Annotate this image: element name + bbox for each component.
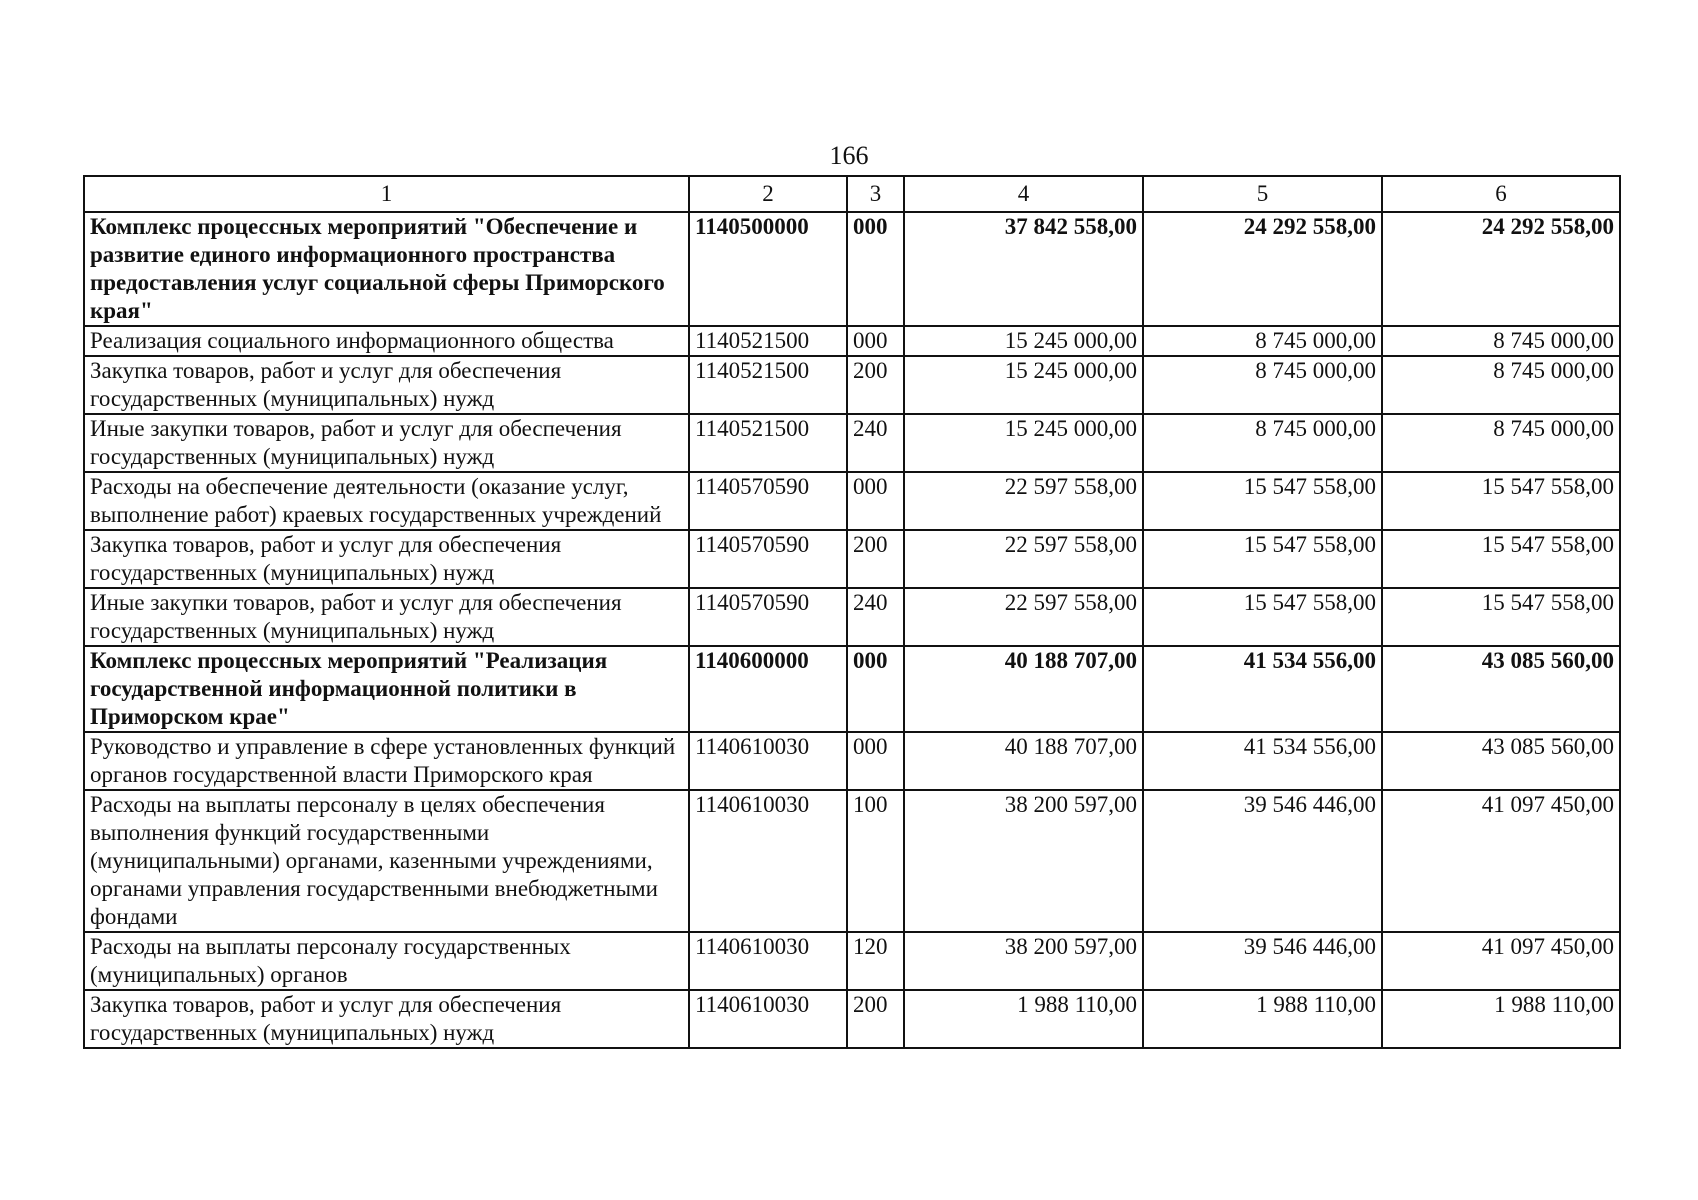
table-row <box>84 732 1620 790</box>
row-code-cell: 1140570590 <box>689 472 847 530</box>
row-name-cell: Реализация социального информационного общества <box>84 326 689 356</box>
row-name-cell: Комплекс процессных мероприятий "Реализация государственной информационной политики в Приморском крае" <box>84 646 689 732</box>
budget-table <box>83 175 1621 1049</box>
row-expense-kind-cell: 000 <box>847 326 904 356</box>
row-name-cell: Расходы на обеспечение деятельности (оказание услуг, выполнение работ) краевых государственных учреждений <box>84 472 689 530</box>
row-name-cell: Закупка товаров, работ и услуг для обеспечения государственных (муниципальных) нужд <box>84 356 689 414</box>
row-value-col5-cell: 15 547 558,00 <box>1143 530 1382 588</box>
row-value-col5-cell: 1 988 110,00 <box>1143 990 1382 1048</box>
row-name-cell: Закупка товаров, работ и услуг для обеспечения государственных (муниципальных) нужд <box>84 530 689 588</box>
row-name-cell: Иные закупки товаров, работ и услуг для обеспечения государственных (муниципальных) нужд <box>84 588 689 646</box>
row-value-col4-cell: 15 245 000,00 <box>904 356 1143 414</box>
row-value-col6-cell: 15 547 558,00 <box>1382 530 1620 588</box>
row-name-cell: Расходы на выплаты персоналу в целях обеспечения выполнения функций государственными (муниципальными) органами, казенными учреждениями, органами управления государственными внебюджетными фондами <box>84 790 689 932</box>
row-value-col4-cell: 38 200 597,00 <box>904 932 1143 990</box>
row-value-col5-cell: 24 292 558,00 <box>1143 212 1382 326</box>
row-value-col4-cell: 15 245 000,00 <box>904 326 1143 356</box>
row-expense-kind-cell: 200 <box>847 530 904 588</box>
row-code-cell: 1140521500 <box>689 414 847 472</box>
row-value-col4-cell: 22 597 558,00 <box>904 472 1143 530</box>
table-row-section <box>84 212 1620 326</box>
table-row <box>84 326 1620 356</box>
row-expense-kind-cell: 000 <box>847 732 904 790</box>
row-code-cell: 1140610030 <box>689 990 847 1048</box>
column-header: 2 <box>689 176 847 212</box>
row-value-col6-cell: 8 745 000,00 <box>1382 356 1620 414</box>
table-row <box>84 990 1620 1048</box>
row-value-col6-cell: 41 097 450,00 <box>1382 790 1620 932</box>
row-value-col5-cell: 39 546 446,00 <box>1143 790 1382 932</box>
row-value-col5-cell: 15 547 558,00 <box>1143 588 1382 646</box>
row-expense-kind-cell: 100 <box>847 790 904 932</box>
row-value-col4-cell: 40 188 707,00 <box>904 732 1143 790</box>
row-code-cell: 1140610030 <box>689 932 847 990</box>
row-value-col6-cell: 15 547 558,00 <box>1382 472 1620 530</box>
row-expense-kind-cell: 120 <box>847 932 904 990</box>
row-value-col6-cell: 8 745 000,00 <box>1382 414 1620 472</box>
table-row <box>84 932 1620 990</box>
column-header: 4 <box>904 176 1143 212</box>
table-row-section <box>84 646 1620 732</box>
row-value-col4-cell: 37 842 558,00 <box>904 212 1143 326</box>
row-value-col6-cell: 15 547 558,00 <box>1382 588 1620 646</box>
table-body <box>84 212 1620 1048</box>
table-row <box>84 414 1620 472</box>
row-code-cell: 1140521500 <box>689 326 847 356</box>
row-name-cell: Комплекс процессных мероприятий "Обеспечение и развитие единого информационного пространства предоставления услуг социальной сферы Приморского края" <box>84 212 689 326</box>
row-value-col4-cell: 15 245 000,00 <box>904 414 1143 472</box>
row-expense-kind-cell: 240 <box>847 414 904 472</box>
row-name-cell: Расходы на выплаты персоналу государственных (муниципальных) органов <box>84 932 689 990</box>
row-value-col6-cell: 8 745 000,00 <box>1382 326 1620 356</box>
column-header: 1 <box>84 176 689 212</box>
row-value-col6-cell: 1 988 110,00 <box>1382 990 1620 1048</box>
row-value-col5-cell: 8 745 000,00 <box>1143 356 1382 414</box>
row-value-col4-cell: 22 597 558,00 <box>904 588 1143 646</box>
row-value-col5-cell: 15 547 558,00 <box>1143 472 1382 530</box>
row-value-col4-cell: 38 200 597,00 <box>904 790 1143 932</box>
row-value-col6-cell: 43 085 560,00 <box>1382 732 1620 790</box>
row-code-cell: 1140600000 <box>689 646 847 732</box>
row-expense-kind-cell: 200 <box>847 356 904 414</box>
row-name-cell: Иные закупки товаров, работ и услуг для обеспечения государственных (муниципальных) нужд <box>84 414 689 472</box>
row-code-cell: 1140610030 <box>689 732 847 790</box>
row-code-cell: 1140570590 <box>689 530 847 588</box>
row-name-cell: Закупка товаров, работ и услуг для обеспечения государственных (муниципальных) нужд <box>84 990 689 1048</box>
row-expense-kind-cell: 000 <box>847 472 904 530</box>
row-value-col4-cell: 40 188 707,00 <box>904 646 1143 732</box>
row-value-col6-cell: 43 085 560,00 <box>1382 646 1620 732</box>
column-header: 3 <box>847 176 904 212</box>
table-row <box>84 356 1620 414</box>
row-expense-kind-cell: 000 <box>847 212 904 326</box>
row-value-col5-cell: 39 546 446,00 <box>1143 932 1382 990</box>
column-header: 5 <box>1143 176 1382 212</box>
row-value-col5-cell: 41 534 556,00 <box>1143 646 1382 732</box>
table-row <box>84 530 1620 588</box>
row-value-col6-cell: 24 292 558,00 <box>1382 212 1620 326</box>
row-value-col6-cell: 41 097 450,00 <box>1382 932 1620 990</box>
row-expense-kind-cell: 000 <box>847 646 904 732</box>
row-value-col5-cell: 8 745 000,00 <box>1143 414 1382 472</box>
row-value-col4-cell: 1 988 110,00 <box>904 990 1143 1048</box>
row-value-col5-cell: 41 534 556,00 <box>1143 732 1382 790</box>
table-row <box>84 588 1620 646</box>
row-code-cell: 1140570590 <box>689 588 847 646</box>
table-row <box>84 472 1620 530</box>
page-number: 166 <box>829 141 869 170</box>
row-value-col5-cell: 8 745 000,00 <box>1143 326 1382 356</box>
row-value-col4-cell: 22 597 558,00 <box>904 530 1143 588</box>
row-expense-kind-cell: 200 <box>847 990 904 1048</box>
row-code-cell: 1140521500 <box>689 356 847 414</box>
row-code-cell: 1140610030 <box>689 790 847 932</box>
row-expense-kind-cell: 240 <box>847 588 904 646</box>
header-row <box>84 176 1620 212</box>
table-row <box>84 790 1620 932</box>
row-name-cell: Руководство и управление в сфере установленных функций органов государственной власти Приморского края <box>84 732 689 790</box>
column-header: 6 <box>1382 176 1620 212</box>
row-code-cell: 1140500000 <box>689 212 847 326</box>
